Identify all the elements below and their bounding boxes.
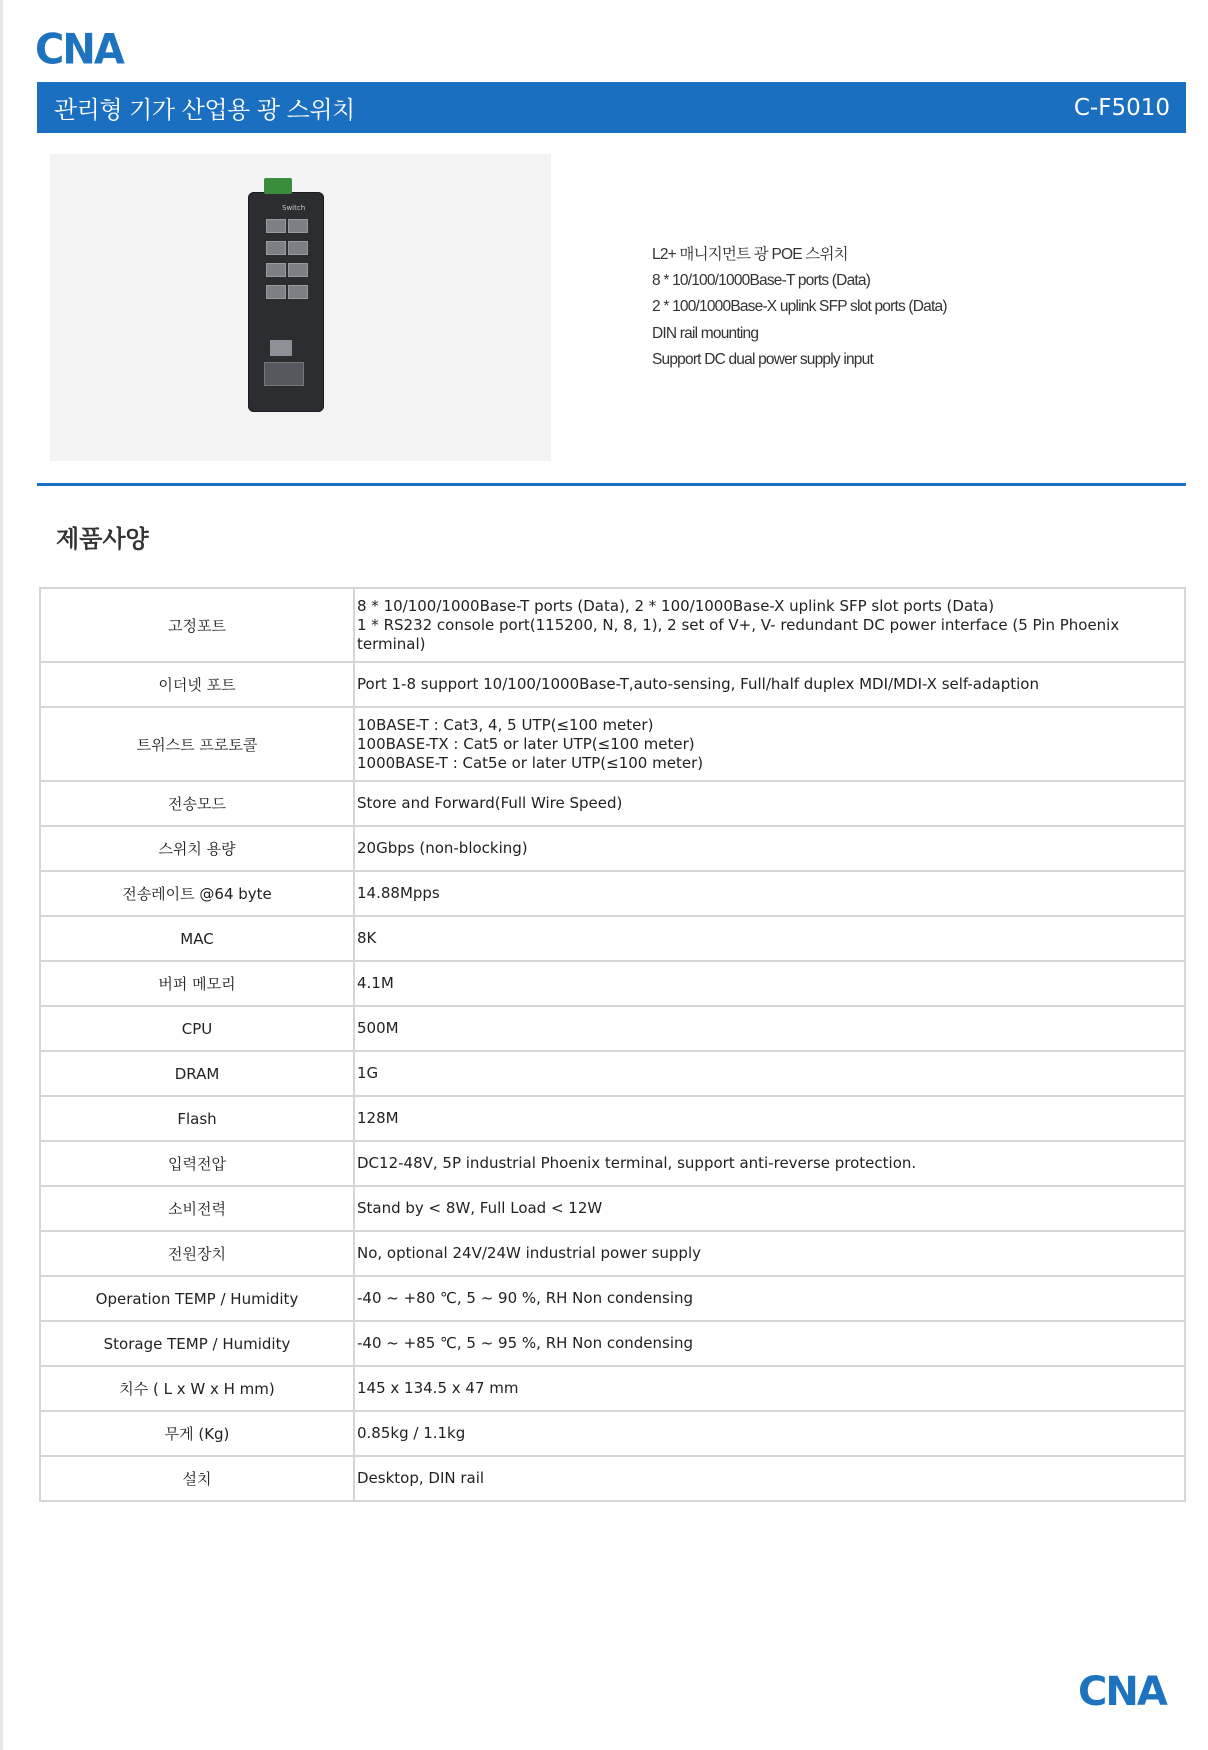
spec-value	[354, 1456, 1185, 1501]
spec-value-line: 500M	[357, 1019, 399, 1037]
spec-key: 전송모드	[40, 781, 354, 826]
spec-row	[40, 1456, 1185, 1501]
spec-value	[354, 1141, 1185, 1186]
spec-value-line: 4.1M	[357, 974, 394, 992]
title-bar	[37, 82, 1186, 133]
feature-item: Support DC dual power supply input	[652, 350, 873, 368]
spec-value-line: 14.88Mpps	[357, 884, 440, 902]
spec-row	[40, 1096, 1185, 1141]
spec-value-line: 1 * RS232 console port(115200, N, 8, 1), 2 set of V+, V- redundant DC power interface (5 Pin Phoenix terminal)	[357, 615, 1120, 653]
feature-item: L2+ 매니지먼트 광 POE 스위치	[652, 246, 848, 263]
spec-key: 버퍼 메모리	[40, 961, 354, 1006]
spec-row	[40, 588, 1185, 662]
spec-value-line: No, optional 24V/24W industrial power supply	[357, 1244, 701, 1262]
spec-value	[354, 1096, 1185, 1141]
spec-key: DRAM	[40, 1051, 354, 1096]
spec-value	[354, 1276, 1185, 1321]
spec-key: 이더넷 포트	[40, 662, 354, 707]
spec-value-line: Store and Forward(Full Wire Speed)	[357, 794, 623, 812]
spec-row	[40, 916, 1185, 961]
feature-item: 8 * 10/100/1000Base-T ports (Data)	[652, 272, 871, 290]
power-terminal	[264, 178, 292, 194]
port-icon	[288, 219, 308, 233]
cna-logo-footer: CNA	[1078, 1669, 1166, 1715]
spec-value-line: 10BASE-T : Cat3, 4, 5 UTP(≤100 meter)	[357, 715, 654, 734]
spec-row	[40, 662, 1185, 707]
spec-value-line: 145 x 134.5 x 47 mm	[357, 1379, 519, 1397]
spec-key: CPU	[40, 1006, 354, 1051]
feature-item: 2 * 100/1000Base-X uplink SFP slot ports (Data)	[652, 298, 947, 316]
spec-value	[354, 707, 1185, 781]
port-icon	[266, 241, 286, 255]
spec-key: Operation TEMP / Humidity	[40, 1276, 354, 1321]
port-icon	[288, 241, 308, 255]
spec-value-line: 1000BASE-T : Cat5e or later UTP(≤100 meter)	[357, 753, 704, 772]
spec-row	[40, 1366, 1185, 1411]
spec-value	[354, 961, 1185, 1006]
port-icon	[266, 285, 286, 299]
spec-value	[354, 1366, 1185, 1411]
spec-value	[354, 1186, 1185, 1231]
spec-key: 소비전력	[40, 1186, 354, 1231]
spec-value	[354, 662, 1185, 707]
spec-key: 입력전압	[40, 1141, 354, 1186]
section-divider	[37, 483, 1186, 486]
spec-key: 스위치 용량	[40, 826, 354, 871]
spec-key: Flash	[40, 1096, 354, 1141]
spec-row	[40, 1411, 1185, 1456]
product-photo	[50, 154, 551, 461]
device-label: Switch	[282, 204, 306, 212]
spec-value-line: DC12-48V, 5P industrial Phoenix terminal, support anti-reverse protection.	[357, 1154, 917, 1172]
spec-row	[40, 1186, 1185, 1231]
spec-value	[354, 781, 1185, 826]
port-icon	[288, 263, 308, 277]
port-icon	[266, 219, 286, 233]
spec-value	[354, 826, 1185, 871]
port-icon	[266, 263, 286, 277]
spec-value-line: Desktop, DIN rail	[357, 1469, 485, 1487]
spec-value	[354, 1006, 1185, 1051]
spec-value-line: -40 ~ +80 ℃, 5 ~ 90 %, RH Non condensing	[357, 1289, 694, 1307]
spec-value-line: 100BASE-TX : Cat5 or later UTP(≤100 meter)	[357, 734, 695, 753]
spec-value	[354, 871, 1185, 916]
spec-row	[40, 781, 1185, 826]
page-edge	[0, 0, 3, 1750]
spec-key: 트위스트 프로토콜	[40, 707, 354, 781]
switch-device-image	[248, 192, 324, 412]
spec-key: 치수 ( L x W x H mm)	[40, 1366, 354, 1411]
model-number: C-F5010	[1073, 94, 1170, 121]
ethernet-ports	[266, 219, 310, 307]
spec-value	[354, 588, 1185, 662]
spec-key: 고정포트	[40, 588, 354, 662]
spec-row	[40, 1231, 1185, 1276]
spec-value-line: Stand by < 8W, Full Load < 12W	[357, 1199, 603, 1217]
spec-row	[40, 1276, 1185, 1321]
spec-value-line: 1G	[357, 1064, 379, 1082]
spec-value-line: 20Gbps (non-blocking)	[357, 839, 528, 857]
spec-row	[40, 826, 1185, 871]
spec-row	[40, 1141, 1185, 1186]
spec-row	[40, 1321, 1185, 1366]
feature-list	[652, 242, 947, 373]
sfp-slots	[264, 362, 304, 386]
console-port	[270, 340, 292, 356]
spec-key: 무게 (Kg)	[40, 1411, 354, 1456]
spec-row	[40, 707, 1185, 781]
cna-logo: CNA	[35, 25, 123, 75]
spec-value	[354, 1051, 1185, 1096]
spec-row	[40, 871, 1185, 916]
spec-row	[40, 961, 1185, 1006]
spec-key: 전원장치	[40, 1231, 354, 1276]
spec-value-line: 0.85kg / 1.1kg	[357, 1424, 466, 1442]
spec-key: 전송레이트 @64 byte	[40, 871, 354, 916]
spec-row	[40, 1051, 1185, 1096]
spec-table	[39, 587, 1186, 1502]
port-icon	[288, 285, 308, 299]
section-title: 제품사양	[56, 525, 149, 553]
spec-row	[40, 1006, 1185, 1051]
spec-key: MAC	[40, 916, 354, 961]
spec-value	[354, 1321, 1185, 1366]
spec-value	[354, 1231, 1185, 1276]
spec-value	[354, 1411, 1185, 1456]
spec-key: 설치	[40, 1456, 354, 1501]
spec-value-line: Port 1-8 support 10/100/1000Base-T,auto-sensing, Full/half duplex MDI/MDI-X self-adaption	[357, 675, 1039, 693]
spec-value-line: 128M	[357, 1109, 399, 1127]
feature-item: DIN rail mounting	[652, 324, 759, 342]
spec-value	[354, 916, 1185, 961]
spec-value-line: 8 * 10/100/1000Base-T ports (Data), 2 * 100/1000Base-X uplink SFP slot ports (Data)	[357, 596, 995, 615]
spec-value-line: -40 ~ +85 ℃, 5 ~ 95 %, RH Non condensing	[357, 1334, 694, 1352]
spec-value-line: 8K	[357, 929, 377, 947]
product-title: 관리형 기가 산업용 광 스위치	[54, 96, 355, 124]
spec-key: Storage TEMP / Humidity	[40, 1321, 354, 1366]
